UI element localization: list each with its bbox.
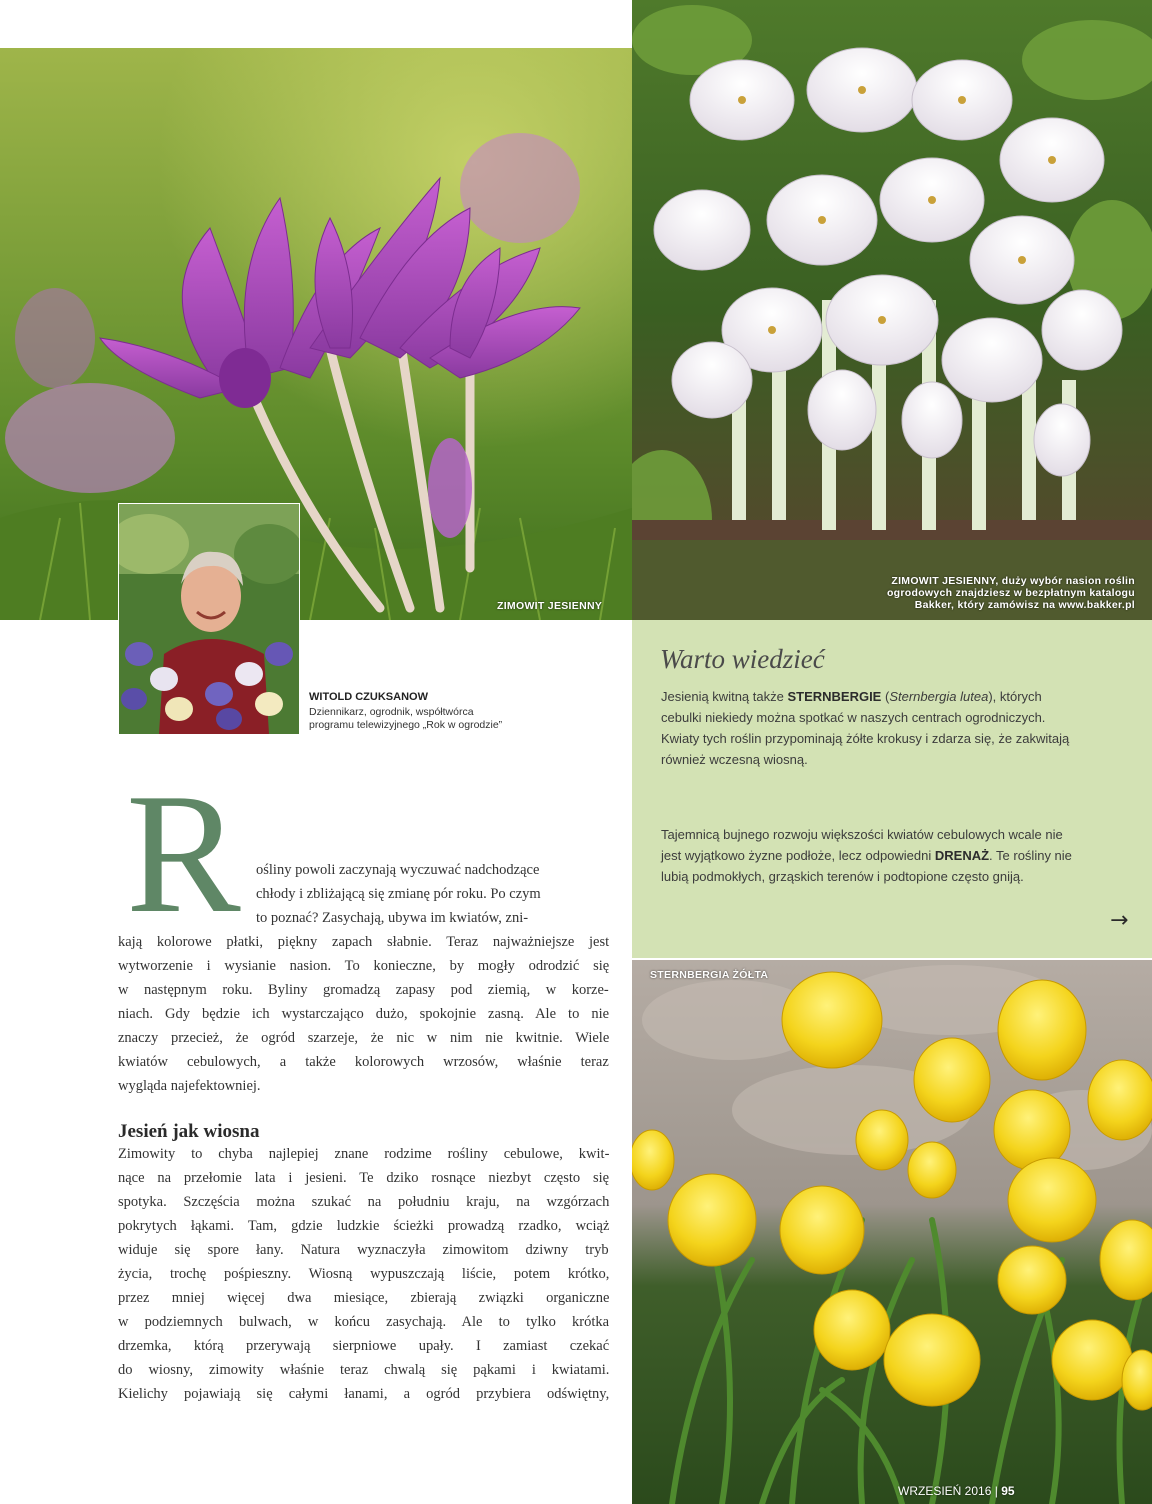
- body-line: spotyka. Szczęścia można szukać na południu kraju, na wzgórzach: [118, 1194, 610, 1210]
- body-line: przez mniej więcej dwa miesiące, zbierają związki organiczne: [118, 1290, 610, 1306]
- body-line: życia, trochę pośpieszny. Wiosną wypuszczają liście, potem krótko,: [118, 1266, 610, 1282]
- intro-line: to poznać? Zasychają, ubywa im kwiatów, zni-: [256, 910, 529, 926]
- drop-cap: R: [126, 759, 241, 949]
- caption-white-photo: [785, 575, 1135, 611]
- info-box: [632, 620, 1152, 958]
- body-line: drzemka, którą przerywają sierpniowe upały. I zamiast czekać: [118, 1338, 610, 1354]
- issue-date: WRZESIEŃ 2016: [898, 1484, 992, 1498]
- text-run: (: [881, 689, 890, 704]
- caption-yellow-photo: STERNBERGIA ŻÓŁTA: [650, 969, 769, 981]
- page-footer: [898, 1484, 1015, 1498]
- info-box-paragraph-2: [661, 824, 1081, 887]
- body-line: nące na przełomie lata i jesieni. Te dziko rosnące niezbyt często się: [118, 1170, 610, 1186]
- caption-pink-photo: ZIMOWIT JESIENNY: [497, 600, 603, 612]
- author-description: [309, 706, 549, 732]
- body-line: pokrytych łąkami. Tam, gdzie ludzkie ścieżki prowadzą rzadko, wciąż: [118, 1218, 610, 1234]
- highlight-drenaz: DRENAŻ: [934, 848, 990, 863]
- intro-line: niach. Gdy będzie ich wystarczająco dużo, spokojnie zasną. Ale to nie: [118, 1006, 610, 1022]
- info-box-title: Warto wiedzieć: [660, 644, 825, 674]
- author-photo: [118, 503, 300, 735]
- body-line: do wiosny, zimowity właśnie teraz chwalą się pąkami i kwiatami.: [118, 1362, 610, 1378]
- photo-sternbergia-yellow: [632, 960, 1152, 1504]
- latin-name: Sternbergia lutea: [889, 689, 989, 704]
- text-run: Jesienią kwitną także: [661, 689, 788, 704]
- intro-line: ośliny powoli zaczynają wyczuwać nadchodzące: [256, 862, 540, 878]
- intro-line: w następnym roku. Byliny gromadzą zapasy pod ziemią, w korze-: [118, 982, 609, 998]
- highlight-sternbergie: STERNBERGIE: [787, 689, 882, 704]
- section-heading: Jesień jak wiosna: [118, 1121, 260, 1142]
- author-name: WITOLD CZUKSANOW: [309, 691, 428, 703]
- photo-autumn-crocus-white: [632, 0, 1152, 620]
- text-run: . Te rośliny nie lubią podmokłych, grząskich terenów i podtopione często gniją.: [661, 848, 1072, 884]
- info-box-paragraph-1: [661, 686, 1081, 770]
- body-line: w podziemnych bulwach, w końcu zasychają. Ale to tylko krótka: [118, 1314, 610, 1330]
- body-line: Zimowity to chyba najlepiej znane rodzime rośliny cebulowe, kwit-: [118, 1146, 610, 1162]
- page-number: 95: [1001, 1484, 1015, 1498]
- intro-line: kają kolorowe płatki, piękny zapach słabnie. Teraz najważniejsze jest: [118, 934, 610, 950]
- intro-line: wygląda najefektowniej.: [118, 1078, 261, 1094]
- arrow-right-icon: →: [1110, 908, 1129, 933]
- text-run: Tajemnicą bujnego rozwoju większości kwiatów cebulowych wcale nie jest wyjątkowo żyzne podłoże, lecz odpowiedni: [661, 827, 1063, 863]
- intro-line: chłody i zbliżającą się zmianę pór roku. Po czym: [256, 886, 541, 902]
- photo-autumn-crocus-pink: [0, 48, 632, 620]
- body-line: widuje się spore łany. Natura wyznaczyła zimowitom dziwny tryb: [118, 1242, 609, 1258]
- intro-line: znaczy przecież, że ogród szarzeje, że nic w nim nie kwitnie. Wiele: [118, 1030, 610, 1046]
- body-line: Kielichy pojawiają się całymi łanami, a ogród przybiera odświętny,: [118, 1386, 610, 1402]
- footer-separator: |: [994, 1484, 998, 1498]
- author-desc-line: Dziennikarz, ogrodnik, współtwórca: [309, 706, 474, 718]
- intro-line: wytworzenie i wysianie nasion. To konieczne, by mogły odrodzić się: [118, 958, 610, 974]
- intro-line: kwiatów cebulowych, a także kolorowych wrzosów, właśnie teraz: [118, 1054, 609, 1070]
- caption-white-line: ZIMOWIT JESIENNY, duży wybór nasion roślin: [891, 575, 1135, 587]
- caption-white-line: ogrodowych znajdziesz w bezpłatnym katalogu: [886, 587, 1135, 599]
- caption-white-line: Bakker, który zamówisz na www.bakker.pl: [914, 599, 1135, 611]
- text-run: ), których cebulki niekiedy można spotkać w naszych centrach ogrodniczych. Kwiaty tych roślin przypominają żółte krokusy i zdarza się, że zakwitają również wczesną wiosną.: [661, 689, 1070, 767]
- author-desc-line: programu telewizyjnego „Rok w ogrodzie”: [309, 719, 503, 731]
